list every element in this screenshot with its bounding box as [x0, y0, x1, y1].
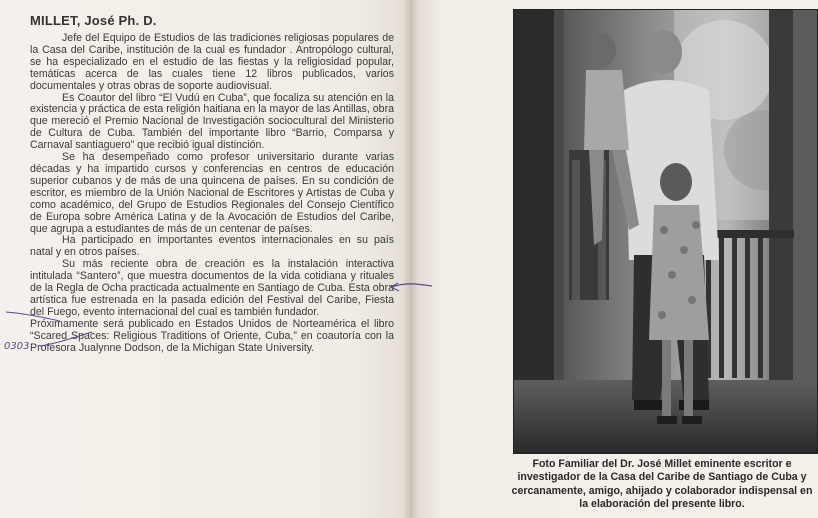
pen-arrow-head — [391, 283, 399, 291]
handwritten-margin-note: 0303 — [4, 341, 30, 352]
photo-artwork — [514, 10, 817, 453]
photo-caption: Foto Familiar del Dr. José Millet eminente escritor e investigador de la Casa del Caribe de Santiago de Cuba y cercanamente, amigo, ahijado y colaborador indispensal en la elaboración del presente libro. — [511, 458, 813, 511]
bio-paragraph-2: Es Coautor del libro “El Vudú en Cuba”, que focaliza su atención en la existencia y práctica de esta religión haitiana en la mayor de las Antillas, obra que mereció el Premio Nacional de Investigación sociocultural del Ministerio de Cultura de Cuba. También del importante libro “Barrio, Comparsa y Carnaval santiaguero” que recibió igual distinción. — [30, 91, 394, 152]
bio-paragraph-4: Ha participado en importantes eventos internacionales en su país natal y en otros países. — [30, 234, 394, 259]
bio-paragraph-1: Jefe del Equipo de Estudios de las tradiciones religiosas populares de la Casa del Caribe, institución de la cual es fundador . Antropólogo cultural, se ha especializado en el estudio de las fiestas y la religiosidad popular, temáticas acerca de las cuales tiene 12 libros publicados, varios documentales y otras obras de soporte audiovisual. — [30, 32, 394, 92]
bio-paragraph-3: Se ha desempeñado como profesor universitario durante varias décadas y ha impartido cursos y conferencias en centros de educación superior cubanos y de más de una quincena de países. En su condición de escritor, es miembro de la Unión Nacional de Escritores y Artistas de Cuba y como académico, del Grupo de Estudios Regionales del Consejo Científico de Europa sobre América Latina y de la Avocación de Estudios del Caribe, que agrupa a estudiantes de más de un centenar de países. — [30, 151, 394, 235]
pen-underline-stroke — [6, 312, 60, 321]
pen-arrow-stroke — [392, 284, 432, 287]
bio-paragraph-5: Su más reciente obra de creación es la instalación interactiva intitulada “Santero”, que muestra documentos de la vida cotidiana y rituales de la Regla de Ocha practicada actualmente en Santiago de Cuba. Esta obra artística fue estrenada en la pasada edición del Festival del Caribe, Fiesta del Fuego, evento internacional del cual es también fundador. — [30, 258, 394, 318]
pen-margin-stroke — [40, 332, 92, 346]
author-heading: MILLET, José Ph. D. — [30, 13, 157, 28]
family-photograph — [513, 9, 818, 454]
bio-paragraph-6: Próximamente será publicado en Estados Unidos de Norteamérica el libro “Scared Spaces: Religious Traditions of Oriente, Cuba,” en coautoría con la Profesora Jualynne Dodson, de la Michigan State University. — [30, 317, 394, 354]
